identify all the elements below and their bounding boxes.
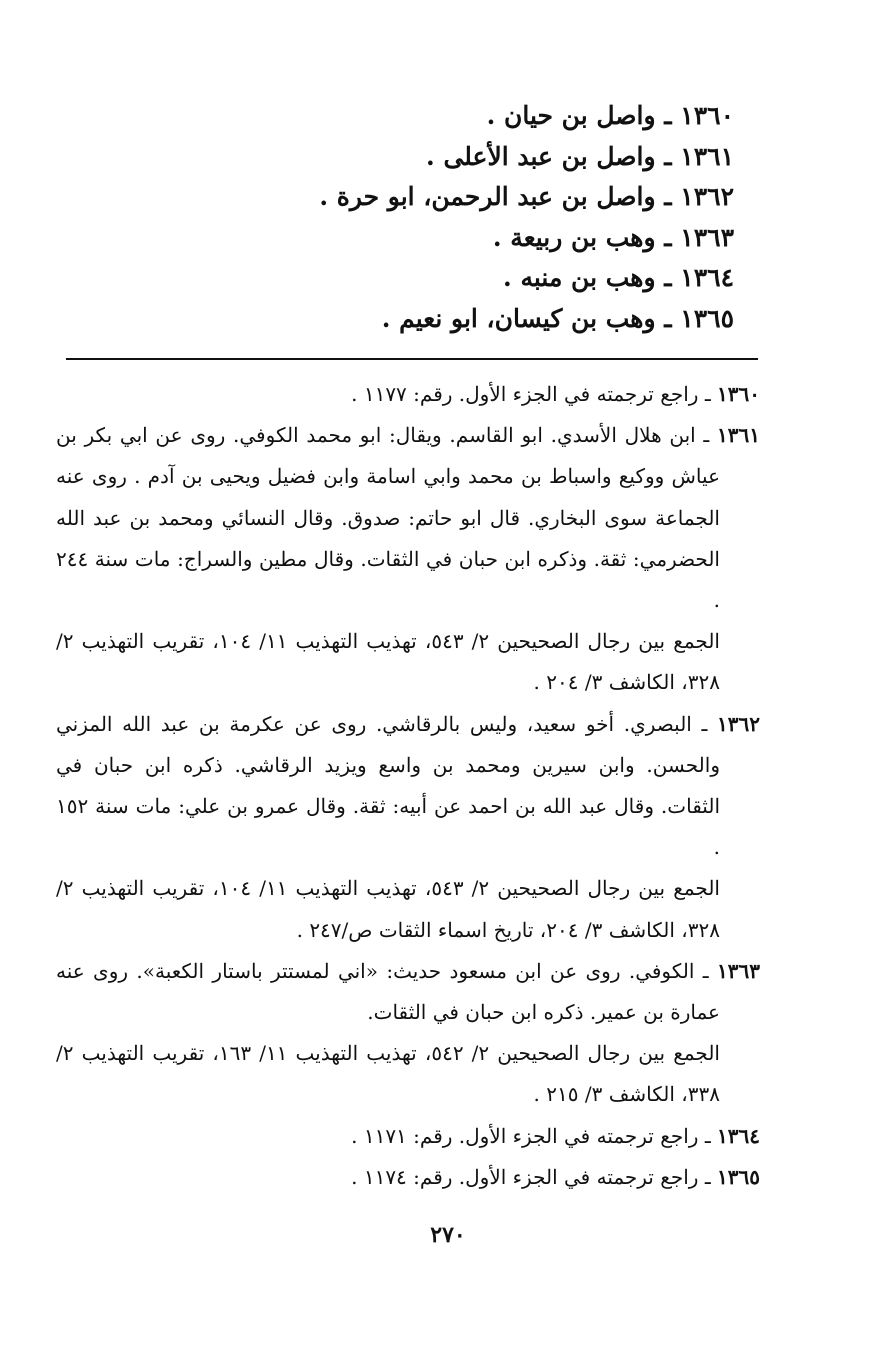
footnotes xyxy=(56,374,760,1198)
footnote-text: ـ ابن هلال الأسدي. ابو القاسم. ويقال: ابو محمد الكوفي. روى عن ابي بكر بن عياش ووكيع واسباط بن محمد وابي اسامة وابن فضيل ويحيى بن آدم . روى عنه الجماعة سوى البخاري. قال ابو حاتم: صدوق. وقال النسائي ومحمد بن عبد الله الحضرمي: ثقة. وذكره ابن حبان في الثقات. وقال مطين والسراج: مات سنة ٢٤٤ . xyxy=(56,423,720,613)
footnote-number: ١٣٦٣ xyxy=(717,958,760,983)
entry-heading: ١٣٦٤ ـ وهب بن منبه . xyxy=(503,263,734,293)
footnote-sources: الجمع بين رجال الصحيحين ٢/ ٥٤٣، تهذيب التهذيب ١١/ ١٠٤، تقريب التهذيب ٢/ ٣٢٨، الكاشف ٣/ ٢٠٤ . xyxy=(56,629,720,695)
footnote xyxy=(56,1157,760,1198)
entry-heading: ١٣٦١ ـ واصل بن عبد الأعلى . xyxy=(426,141,734,171)
footnote-number: ١٣٦١ xyxy=(717,423,760,448)
footnote xyxy=(56,704,760,869)
footnote-sources: الجمع بين رجال الصحيحين ٢/ ٥٤٣، تهذيب التهذيب ١١/ ١٠٤، تقريب التهذيب ٢/ ٣٢٨، الكاشف ٣/ ٢٠٤، تاريخ اسماء الثقات ص/٢٤٧ . xyxy=(56,876,720,942)
footnote-number: ١٣٦٤ xyxy=(717,1123,760,1148)
footnote-number: ١٣٦٢ xyxy=(717,711,760,736)
footnote-text: ـ الكوفي. روى عن ابن مسعود حديث: «اني لمستتر باستار الكعبة». روى عنه عمارة بن عمير. ذكره ابن حبان في الثقات. xyxy=(56,958,720,1025)
entry-list xyxy=(134,96,734,340)
entry-heading: ١٣٦٠ ـ واصل بن حيان . xyxy=(486,101,734,130)
footnote xyxy=(56,1116,760,1157)
footnote-text: ـ راجع ترجمته في الجزء الأول. رقم: ١١٧٧ . xyxy=(351,382,718,406)
entry-heading: ١٣٦٣ ـ وهب بن ربيعة . xyxy=(492,222,734,252)
page-number: ٢٧٠ xyxy=(430,1222,466,1248)
footnote xyxy=(56,374,760,415)
footnote-number: ١٣٦٠ xyxy=(717,382,760,406)
footnote-divider xyxy=(66,358,758,360)
footnote-number: ١٣٦٥ xyxy=(717,1164,760,1189)
footnote-text: ـ راجع ترجمته في الجزء الأول. رقم: ١١٧١ . xyxy=(351,1123,718,1148)
entry-heading: ١٣٦٥ ـ وهب بن كيسان، ابو نعيم . xyxy=(381,303,734,333)
entry-heading: ١٣٦٢ ـ واصل بن عبد الرحمن، ابو حرة . xyxy=(319,182,734,212)
footnote-text: ـ البصري. أخو سعيد، وليس بالرقاشي. روى عن عكرمة بن عبد الله المزني والحسن. وابن سيرين ومحمد بن واسع ويزيد الرقاشي. ذكره ابن حبان في الثقات. وقال عبد الله بن احمد عن أبيه: ثقة. وقال عمرو بن علي: مات سنة ١٥٢ . xyxy=(56,711,720,860)
footnote xyxy=(56,415,760,621)
footnote-sources: الجمع بين رجال الصحيحين ٢/ ٥٤٢، تهذيب التهذيب ١١/ ١٦٣، تقريب التهذيب ٢/ ٣٣٨، الكاشف ٣/ ٢١٥ . xyxy=(56,1041,720,1107)
footnote-text: ـ راجع ترجمته في الجزء الأول. رقم: ١١٧٤ . xyxy=(351,1164,718,1189)
footnote xyxy=(56,951,760,1033)
